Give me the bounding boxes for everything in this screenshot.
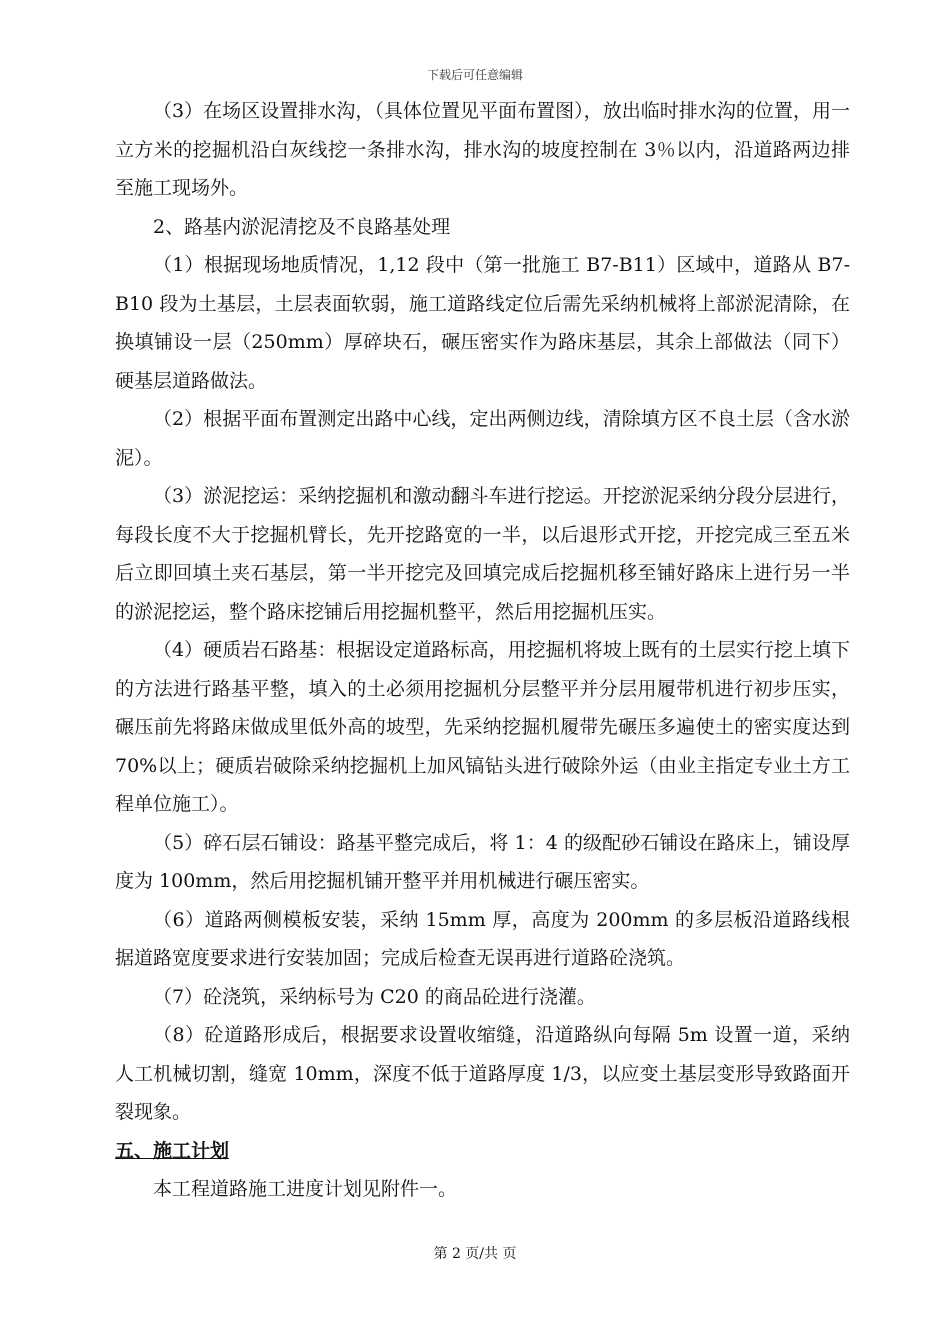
subsection-title-subgrade: 2、路基内淤泥清挖及不良路基处理 bbox=[153, 215, 451, 238]
section-heading-text: 五、施工计划 bbox=[115, 1139, 230, 1162]
paragraph-silt-excavation: （3）淤泥挖运：采纳挖掘机和激动翻斗车进行挖运。开挖淤泥采纳分段分层进行，每段长度不大于挖掘机臂长，先开挖路宽的一半，以后退形式开挖，开挖完成三至五米后立即回填土夹石基层，第一半开挖完及回填完成后挖掘机移至铺好路床上进行另一半的淤泥挖运，整个路床挖铺后用挖掘机整平，然后用挖掘机压实。 bbox=[115, 485, 850, 623]
paragraph-hard-rock-subgrade: （4）硬质岩石路基：根据设定道路标高，用挖掘机将坡上既有的土层实行挖上填下的方法进行路基平整，填入的土必须用挖掘机分层整平并分层用履带机进行初步压实，碾压前先将路床做成里低外高的坡型，先采纳挖掘机履带先碾压多遍使土的密实度达到 70%以上；硬质岩破除采纳挖掘机上加风镐钻头进行破除外运（由业主指定专业土方工程单位施工）。 bbox=[115, 639, 850, 815]
paragraph-centerline: （2）根据平面布置测定出路中心线，定出两侧边线，清除填方区不良土层（含水淤泥）。 bbox=[115, 408, 850, 469]
page-header: 下载后可任意编辑 bbox=[426, 68, 523, 82]
document-body bbox=[115, 92, 850, 1209]
paragraph-shrinkage-joints: （8）砼道路形成后，根据要求设置收缩缝，沿道路纵向每隔 5m 设置一道，采纳人工机械切割，缝宽 10mm，深度不低于道路厚度 1/3，以应变土基层变形导致路面开裂现象。 bbox=[115, 1024, 850, 1123]
paragraph-concrete-pouring: （7）砼浇筑，采纳标号为 C20 的商品砼进行浇灌。 bbox=[153, 985, 596, 1008]
paragraph-gravel-layer: （5）碎石层石铺设：路基平整完成后，将 1：4 的级配砂石铺设在路床上，铺设厚度为 100mm，然后用挖掘机铺开整平并用机械进行碾压密实。 bbox=[115, 831, 850, 892]
paragraph-schedule: 本工程道路施工进度计划见附件一。 bbox=[153, 1178, 458, 1200]
page-footer: 第 2 页/共 页 bbox=[433, 1246, 517, 1262]
paragraph-formwork: （6）道路两侧模板安装，采纳 15mm 厚，高度为 200mm 的多层板沿道路线根据道路宽度要求进行安装加固；完成后检查无误再进行道路砼浇筑。 bbox=[115, 908, 850, 969]
paragraph-site-geology: （1）根据现场地质情况，1,12 段中（第一批施工 B7-B11）区域中，道路从 B7-B10 段为土基层，土层表面软弱，施工道路线定位后需先采纳机械将上部淤泥清除，在换填铺设一层（250mm）厚碎块石，碾压密实作为路床基层，其余上部做法（同下）硬基层道路做法。 bbox=[115, 254, 850, 392]
section-heading bbox=[115, 1132, 850, 1171]
paragraph-drainage-ditch: （3）在场区设置排水沟，（具体位置见平面布置图），放出临时排水沟的位置，用一立方米的挖掘机沿白灰线挖一条排水沟，排水沟的坡度控制在 3％以内，沿道路两边排至施工现场外。 bbox=[115, 100, 850, 199]
